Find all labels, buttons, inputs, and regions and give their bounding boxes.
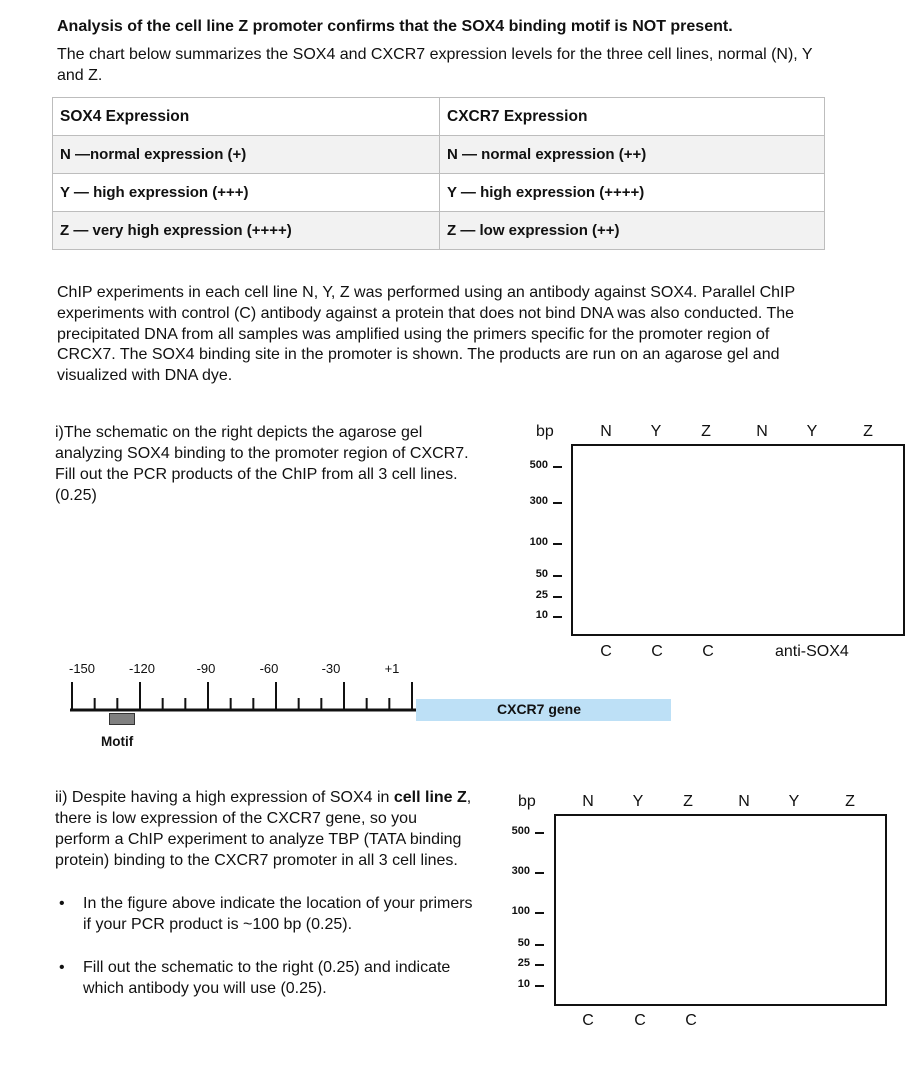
chip-paragraph: ChIP experiments in each cell line N, Y, Z was performed using an antibody against SOX4. Parallel ChIP experiments with control (C) antibody against a protein that does not bind DNA was also conducted. The precipitated DNA from all samples was amplified using the primers specific for the promoter region of CRCX7. The SOX4 binding site in the promoter is shown. The products are run on an agarose gel and visualized with DNA dye. [57,284,795,385]
gel2-lane-n2: N [738,793,750,810]
gel2-box[interactable] [554,814,887,1006]
bullet: • [59,959,65,976]
gel1-box[interactable] [571,444,905,636]
gel2-tick [535,944,544,946]
gel2-tick [535,964,544,966]
question-1: i)The schematic on the right depicts the agarose gel analyzing SOX4 binding to the promoter region of CXCR7. Fill out the PCR products of the ChIP from all 3 cell lines. (0.25) [55,424,469,504]
bullet: • [59,895,65,912]
list-item [55,957,475,999]
table-row [53,136,825,174]
gel2-size-10: 10 [517,978,530,990]
gel2-size-500: 500 [511,825,530,837]
question-2-intro [55,787,475,871]
header-cxcr7: CXCR7 Expression [440,98,825,136]
gel1-lane-n2: N [756,423,768,440]
gel1-tick [553,616,562,618]
sox4-y: Y — high expression (+++) [53,174,440,212]
sox4-z: Z — very high expression (++++) [53,212,440,250]
gel2-control-label: C [685,1012,697,1029]
position-label: -60 [259,661,279,676]
gel1-bp-label: bp [536,423,554,440]
sox4-n: N —normal expression (+) [53,136,440,174]
gel1-tick [553,575,562,577]
bullet-text-1: In the figure above indicate the location of your primers if your PCR product is ~100 bp (0.25). [83,895,473,933]
gel2-lane-y2: Y [788,793,800,810]
q2-intro-pre: ii) Despite having a high expression of SOX4 in [55,789,394,806]
gel2-tick [535,912,544,914]
gel2-control-label: C [582,1012,594,1029]
gel2-bp-label: bp [518,793,536,810]
gel1-size-25: 25 [535,589,548,601]
gel1-antibody-label: anti-SOX4 [775,643,849,660]
gel2-size-100: 100 [511,905,530,917]
gel1-size-50: 50 [535,568,548,580]
q2-intro-post: , there is low expression of the CXCR7 gene, so you perform a ChIP experiment to analyze TBP (TATA binding protein) binding to the CXCR7 promoter in all 3 cell lines. [55,789,472,869]
gel2-tick [535,985,544,987]
intro-text: The chart below summarizes the SOX4 and CXCR7 expression levels for the three cell lines, normal (N), Y and Z. [57,46,813,84]
bullet-text-2: Fill out the schematic to the right (0.25) and indicate which antibody you will use (0.25). [83,959,451,997]
gel1-lane-y: Y [650,423,662,440]
table-row [53,212,825,250]
gel2-size-300: 300 [511,865,530,877]
gel2-size-50: 50 [517,937,530,949]
gel1-tick [553,502,562,504]
gel1-size-10: 10 [535,609,548,621]
position-label: -120 [128,661,156,676]
position-label: -90 [196,661,216,676]
gel1-lane-y2: Y [806,423,818,440]
gel2-size-25: 25 [517,957,530,969]
gel2-control-label: C [634,1012,646,1029]
gel1-size-300: 300 [529,495,548,507]
gel1-size-500: 500 [529,459,548,471]
gel2-lane-z: Z [683,793,693,810]
motif-label: Motif [101,734,134,749]
gel1-control-label: C [651,643,663,660]
q2-intro-bold: cell line Z [393,789,467,806]
gene-label: CXCR7 gene [497,701,582,717]
table-row [53,174,825,212]
gel1-lane-n: N [600,423,612,440]
gel1-tick [553,466,562,468]
gel1-lane-z2: Z [863,423,873,440]
motif-box [109,713,135,725]
gel2-lane-y: Y [632,793,644,810]
gel2-tick [535,832,544,834]
cxcr7-z: Z — low expression (++) [440,212,825,250]
gel1-control-label: C [702,643,714,660]
gel2-tick [535,872,544,874]
intro-title: Analysis of the cell line Z promoter confirms that the SOX4 binding motif is NOT present. [57,18,733,35]
position-label: +1 [384,661,400,676]
position-label: -30 [321,661,341,676]
position-label: -150 [68,661,96,676]
cxcr7-n: N — normal expression (++) [440,136,825,174]
question-2 [55,787,475,999]
gel2-lane-z2: Z [845,793,855,810]
table-header-row [53,98,825,136]
promoter-ruler[interactable] [60,676,430,716]
list-item [55,893,475,935]
gel1-control-label: C [600,643,612,660]
gel1-size-100: 100 [529,536,548,548]
header-sox4: SOX4 Expression [53,98,440,136]
gel1-tick [553,543,562,545]
expression-table [52,97,825,250]
gel1-tick [553,596,562,598]
cxcr7-y: Y — high expression (++++) [440,174,825,212]
gel2-lane-n: N [582,793,594,810]
gel1-lane-z: Z [701,423,711,440]
